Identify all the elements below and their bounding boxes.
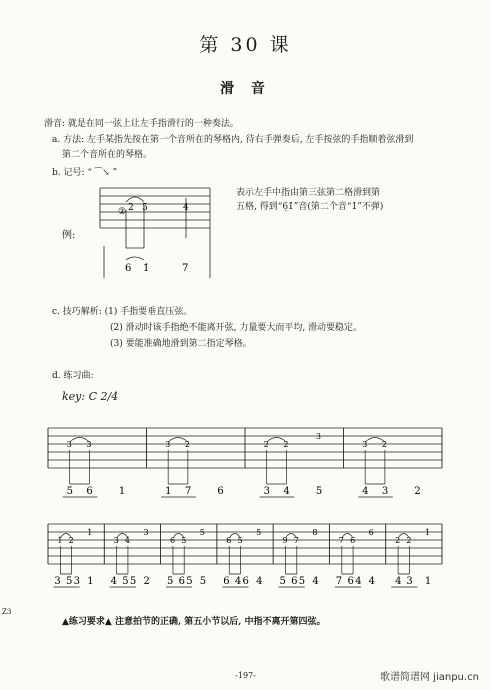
tab-fret: 2 — [263, 440, 269, 449]
jianpu-note: 6 — [291, 576, 298, 587]
tab-fret: 2 — [68, 536, 74, 545]
method-line-1: a. 方法: 左手某指先按在第一个音所在的琴格内, 待右手弹奏后, 左手按弦的手指顺着弦滑到 — [52, 135, 414, 145]
jianpu-note: 4 — [312, 576, 319, 587]
lesson-title: 第 30 课 — [199, 34, 292, 56]
tab-fret: 2 — [128, 203, 134, 213]
page-number: -197- — [235, 671, 256, 680]
technique-point-2: (2) 滑动时该手指绝不能离开弦, 力量要大而平均, 滑动要稳定。 — [110, 323, 363, 333]
jianpu-note: 1 — [118, 486, 126, 497]
tab-fret: 9 — [282, 536, 288, 545]
tab-fret: 4 — [124, 536, 131, 545]
jianpu-note: 4 — [256, 576, 263, 587]
jianpu-note: 1 — [87, 576, 94, 587]
jianpu-note: 6 — [347, 576, 354, 587]
jianpu-note: 1̇ — [143, 263, 150, 274]
jianpu-note: 1 — [424, 576, 432, 587]
jianpu-note: 2 — [143, 576, 150, 587]
tab-fret: 5 — [237, 536, 243, 545]
tab-fret: 3 — [165, 440, 171, 449]
jianpu-note: 5 — [298, 576, 306, 587]
tab-fret: 4 — [183, 203, 189, 213]
tab-fret: 6 — [350, 536, 356, 545]
jianpu-note: 6 — [217, 486, 224, 497]
tab-fret: 2 — [184, 440, 190, 449]
jianpu-note: 2 — [414, 486, 421, 497]
practice-requirement: ▲练习要求▲ 注意拍节的正确, 第五小节以后, 中指不离开第四弦。 — [62, 617, 326, 627]
jianpu-note: 7 — [335, 576, 343, 587]
tab-fret: 1 — [87, 528, 93, 537]
tab-fret: 2 — [381, 440, 387, 449]
exercise-heading: d. 练习曲: — [52, 371, 94, 381]
notation-line: b. 记号: “ ⁀↘ ” — [52, 168, 118, 178]
jianpu-note: 4 — [355, 576, 362, 587]
tab-fret: 3 — [362, 440, 368, 449]
jianpu-note: 3 — [406, 576, 413, 587]
jianpu-note: 5 — [122, 576, 129, 587]
jianpu-note: 3 — [263, 486, 271, 497]
jianpu-note: 3 — [73, 576, 81, 587]
tab-fret: 5 — [142, 203, 148, 213]
jianpu-note: 4 — [234, 576, 242, 587]
jianpu-note: 5 — [315, 486, 323, 497]
example-tab — [96, 178, 216, 290]
jianpu-note: 1 — [165, 486, 172, 497]
tab-fret: 7 — [293, 536, 299, 545]
jianpu-note: 5 — [66, 576, 73, 587]
jianpu-note: 6 — [223, 576, 230, 587]
tab-fret: 3 — [315, 432, 321, 441]
jianpu-note: 4 — [110, 576, 118, 587]
jianpu-note: 4 — [395, 576, 402, 587]
jianpu-note: 4 — [283, 486, 290, 497]
tab-fret: 2 — [406, 536, 412, 545]
jianpu-note: 6 — [242, 576, 249, 587]
key-signature: key: C 2/4 — [62, 390, 119, 403]
tab-fret: 7 — [338, 536, 344, 545]
tab-fret: 3 — [66, 440, 72, 449]
jianpu-note: 5 — [66, 486, 74, 497]
technique-heading: c. 技巧解析: (1) 手指要垂直压弦。 — [52, 307, 193, 317]
watermark: 歌谱简谱网 jianpu.cn — [380, 672, 479, 683]
tab-fret: 5 — [256, 528, 262, 537]
fingering-mark: ② — [118, 207, 127, 217]
tab-fret: 3 — [86, 440, 92, 449]
example-label: 例: — [62, 230, 76, 241]
jianpu-note: 5 — [199, 576, 207, 587]
tab-fret: 2 — [395, 536, 401, 545]
section-subtitle: 滑 音 — [220, 81, 271, 97]
tab-fret: 6 — [226, 536, 232, 545]
tab-fret: 1 — [424, 528, 431, 537]
jianpu-note: 6 — [178, 576, 185, 587]
tab-fret: 3 — [143, 528, 149, 537]
jianpu-note: 5 — [129, 576, 137, 587]
jianpu-note: 4 — [368, 576, 376, 587]
jianpu-note: 5 — [166, 576, 174, 587]
side-mark: Z3 — [2, 608, 12, 616]
jianpu-note: 6 — [125, 263, 132, 274]
jianpu-note: 3 — [54, 576, 61, 587]
jianpu-note: 7 — [182, 263, 189, 274]
tab-fret: 8 — [312, 528, 318, 537]
jianpu-note: 4 — [362, 486, 369, 497]
tab-fret: 6 — [368, 528, 374, 537]
exercise-tab-row-1 — [44, 424, 446, 502]
method-line-2: 第二个音所在的琴格。 — [62, 150, 153, 160]
tab-fret: 6 — [169, 536, 176, 545]
definition-text: 滑音: 就是在同一弦上让左手指滑行的一种奏法。 — [44, 119, 239, 129]
jianpu-note: 3 — [381, 486, 389, 497]
jianpu-note: 5 — [186, 576, 193, 587]
technique-point-3: (3) 要能准确地滑到第二指定琴格。 — [110, 339, 252, 349]
example-description: 表示左手中指由第三弦第二格滑到第五格, 得到“6̣1̇”音(第二个音“1̇”不弹) — [236, 188, 384, 212]
tab-fret: 3 — [113, 536, 119, 545]
tab-fret: 5 — [199, 528, 205, 537]
exercise-tab-row-2 — [44, 520, 446, 600]
jianpu-note: 5 — [279, 576, 286, 587]
tab-fret: 2 — [283, 440, 289, 449]
jianpu-note: 6 — [86, 486, 93, 497]
tab-fret: 5 — [181, 536, 187, 545]
tab-fret: 1 — [57, 536, 63, 545]
jianpu-note: 7 — [184, 486, 192, 497]
